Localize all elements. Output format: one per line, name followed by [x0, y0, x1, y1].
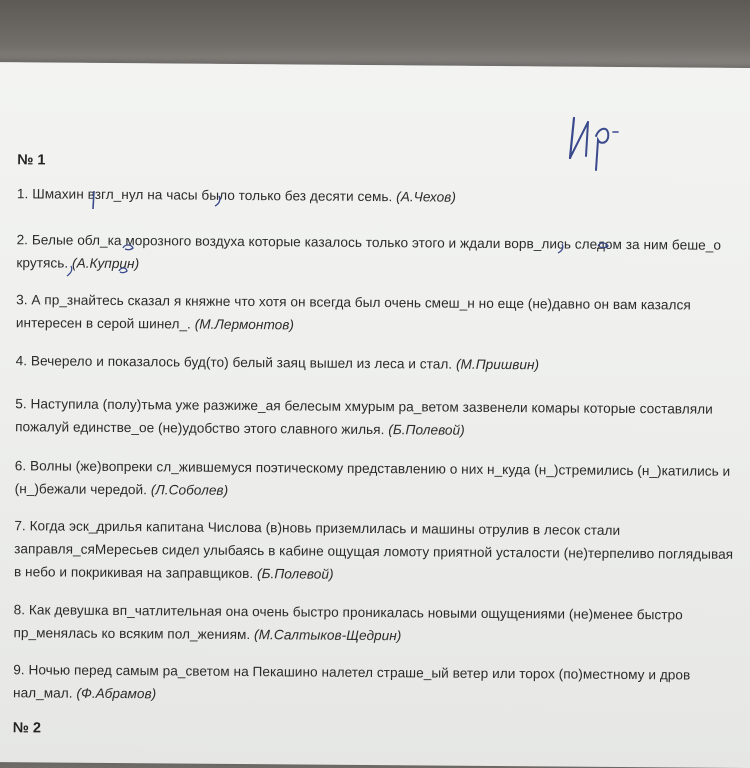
item-author: (Ф.Абрамов): [76, 685, 157, 702]
item-author: (А.Куприн): [71, 255, 140, 272]
item-text: 2. Белые обл_ка морозного воздуха которые казалось только этого и ждали ворв_лись следом за ним беше_о крутясь.: [16, 232, 722, 271]
exercise-item-3: [16, 288, 736, 340]
exercise-item-5: [15, 392, 735, 444]
pen-mark-letter-3: [117, 265, 129, 275]
pen-mark-letter: [121, 242, 135, 252]
item-author: (Б.Полевой): [388, 422, 465, 438]
item-author: (Б.Полевой): [257, 566, 334, 582]
item-text: 7. Когда эск_дрилья капитана Числова (в)новь приземлилась и машины отрулив в лесок стали заправля_сяМересьев сидел улыбаясь в кабине ощущая ломоту приятной усталости (не)терпеливо поглядывая в небо и покрикивая на заправщиков.: [13, 518, 734, 582]
task-2-header: № 2: [12, 720, 42, 737]
paper-sheet: [0, 62, 750, 768]
item-author: (М.Салтыков-Щедрин): [254, 627, 402, 644]
item-text: 9. Ночью перед самым ра_светом на Пекашино налетел страше_ый ветер или торох (по)местному и дров нал_мал.: [12, 662, 691, 701]
pen-mark-slash: [88, 190, 100, 210]
exercise-item-7: [14, 514, 735, 589]
item-text: 4. Вечерело и показалось буд(то) белый заяц вышел из леса и стал.: [15, 353, 453, 372]
item-text: 6. Волны (же)вопреки сл_жившемуся поэтическому представлению о них н_куда (н_)стремились (н_)катились и (н_)бежали чередой.: [14, 458, 731, 498]
exercise-content: [12, 152, 737, 737]
item-text: 8. Как девушка вп_чатлительная она очень быстро проникалась новыми ощущениями (не)менее быстро пр_менялась ко всяким пол_жениям.: [13, 602, 683, 643]
pen-mark-comma-2: [555, 242, 569, 254]
item-text: 1. Шмахин взгл_нул на часы было только без десяти семь.: [16, 186, 393, 205]
pen-mark-letter-2: [596, 240, 610, 250]
pen-mark-comma-3: [64, 264, 76, 278]
pen-mark-comma: [213, 194, 223, 208]
item-author: (М.Пришвин): [455, 356, 540, 373]
handwritten-note: [566, 112, 626, 172]
item-author: (А.Чехов): [396, 189, 456, 205]
item-text: 5. Наступила (полу)тьма уже разжиже_ая белесым хмурым ра_ветом зазвенели комары которые составляли пожалуй единстве_ое (не)удобство этого славного жилья.: [15, 396, 713, 438]
item-author: (М.Лермонтов): [194, 316, 295, 333]
exercise-item-9: [13, 658, 733, 710]
item-author: (Л.Соболев): [150, 482, 229, 498]
task-1-header: № 1: [17, 152, 46, 169]
exercise-item-1: [17, 182, 737, 211]
item-text: 3. А пр_знайтесь сказал я княжне что хотя он всегда был очень смеш_н но еще (не)давно он вам казался интересен в серой шинел_.: [15, 292, 691, 332]
exercise-item-8: [13, 598, 733, 650]
exercise-item-4: [16, 349, 736, 378]
exercise-item-6: [15, 454, 735, 506]
